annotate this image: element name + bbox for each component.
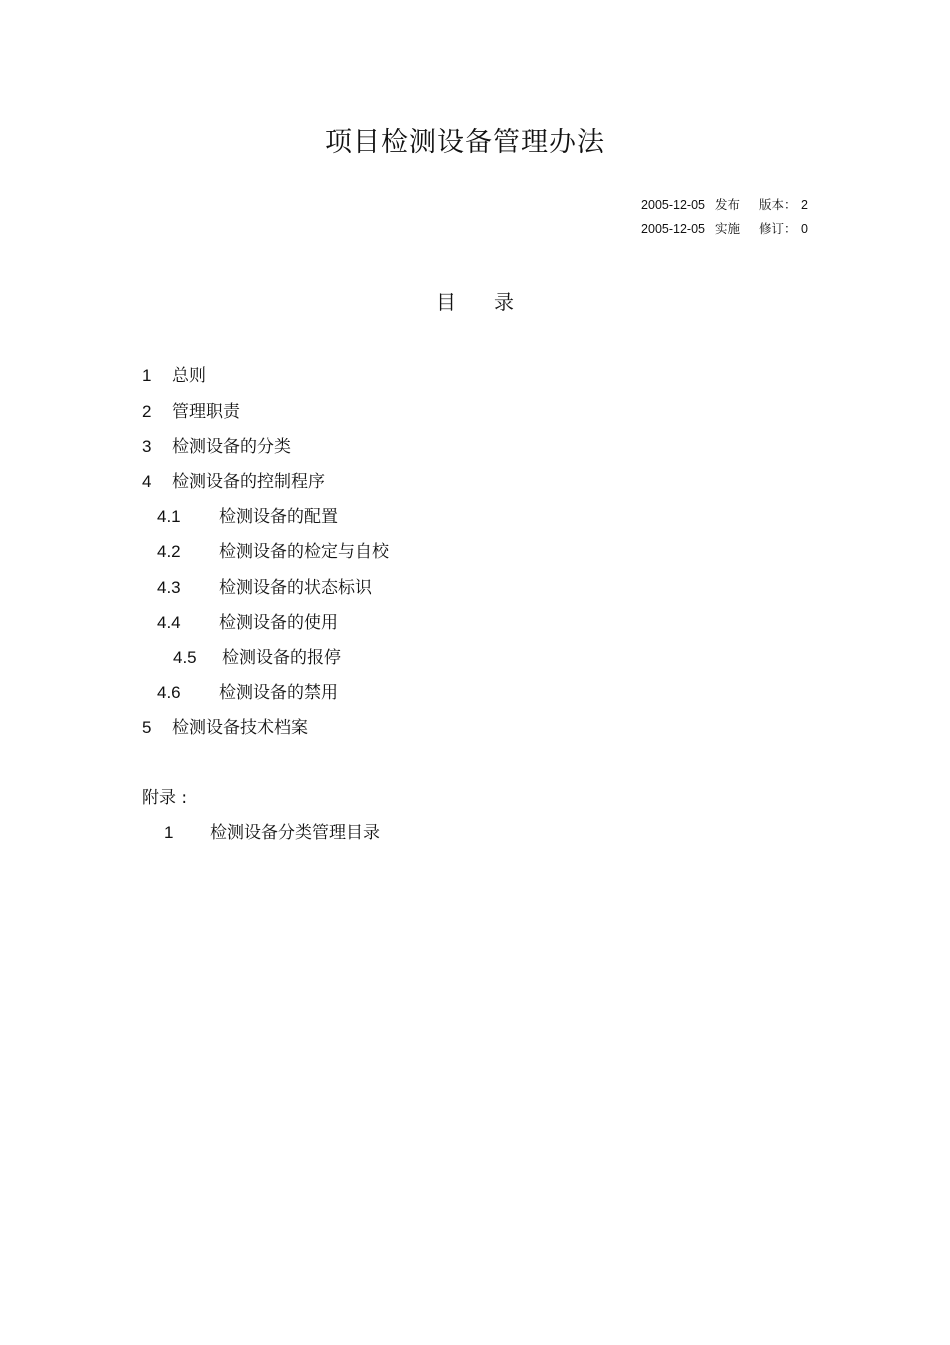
- toc-heading-right: 录: [494, 290, 514, 314]
- toc-item-text: 检测设备的禁用: [219, 683, 338, 703]
- toc-item: [142, 361, 206, 386]
- toc-item-text: 检测设备的配置: [219, 507, 338, 527]
- implement-label: 实施: [715, 222, 741, 236]
- toc-item-number: 4: [142, 472, 152, 491]
- toc-subitem: [173, 643, 341, 668]
- publish-date: 2005-12-05: [641, 198, 705, 212]
- toc-item: [142, 467, 325, 492]
- appendix-item-text: 检测设备分类管理目录: [210, 823, 380, 843]
- document-title: 项目检测设备管理办法: [325, 127, 605, 158]
- appendix-item: [164, 818, 380, 843]
- toc-item-text: 检测设备的状态标识: [219, 578, 372, 598]
- appendix-item-number: 1: [164, 823, 174, 842]
- toc-item: [142, 713, 308, 738]
- toc-item-number: 5: [142, 718, 152, 737]
- appendix-heading: 附录 :: [142, 788, 188, 808]
- toc-item: [142, 397, 240, 422]
- toc-subitem: [157, 678, 338, 703]
- toc-heading: [0, 286, 950, 315]
- revision-label: 修订：: [759, 222, 797, 236]
- publish-info-row: [641, 195, 808, 213]
- publish-label: 发布: [715, 198, 741, 212]
- toc-item-text: 检测设备的使用: [219, 613, 338, 633]
- toc-item-number: 4.1: [157, 507, 181, 526]
- toc-item-number: 3: [142, 437, 152, 456]
- toc-item-text: 检测设备技术档案: [172, 718, 308, 738]
- toc-item-number: 2: [142, 402, 152, 421]
- revision-value: 0: [801, 222, 808, 236]
- toc-item-text: 管理职责: [172, 402, 240, 422]
- toc-item-number: 1: [142, 366, 152, 385]
- implement-date: 2005-12-05: [641, 222, 705, 236]
- toc-item-number: 4.6: [157, 683, 181, 702]
- toc-item-text: 检测设备的检定与自校: [219, 542, 389, 562]
- toc-item-number: 4.5: [173, 648, 197, 667]
- toc-subitem: [157, 608, 338, 633]
- toc-item-number: 4.3: [157, 578, 181, 597]
- toc-item-text: 检测设备的报停: [222, 648, 341, 668]
- implement-info-row: [641, 219, 808, 237]
- toc-subitem: [157, 573, 372, 598]
- toc-subitem: [157, 537, 389, 562]
- version-value: 2: [801, 198, 808, 212]
- toc-item-number: 4.2: [157, 542, 181, 561]
- toc-item-number: 4.4: [157, 613, 181, 632]
- version-label: 版本：: [759, 198, 797, 212]
- toc-item-text: 总则: [172, 366, 206, 386]
- toc-subitem: [157, 502, 338, 527]
- toc-item-text: 检测设备的控制程序: [172, 472, 325, 492]
- toc-item: [142, 432, 291, 457]
- toc-item-text: 检测设备的分类: [172, 437, 291, 457]
- toc-heading-left: 目: [436, 290, 456, 314]
